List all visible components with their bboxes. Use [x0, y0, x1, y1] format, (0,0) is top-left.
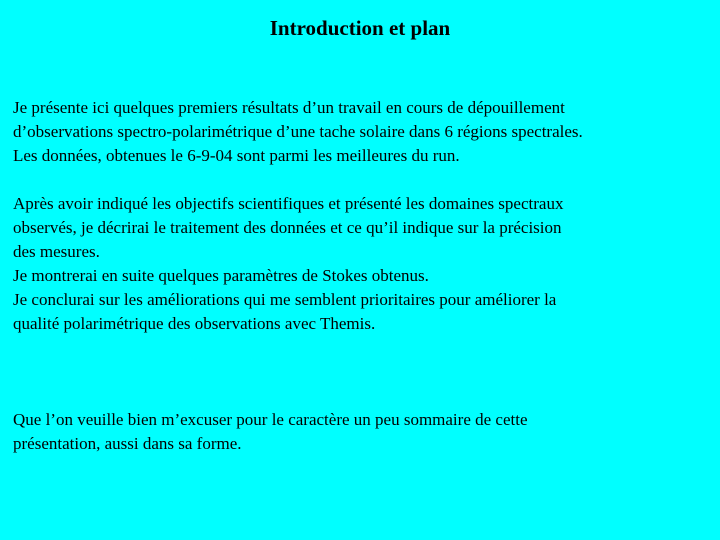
paragraph-line: Que l’on veuille bien m’excuser pour le caractère un peu sommaire de cette — [13, 410, 528, 429]
paragraph-line: Je montrerai en suite quelques paramètres de Stokes obtenus. — [13, 266, 429, 285]
paragraph-line: qualité polarimétrique des observations avec Themis. — [13, 314, 376, 333]
paragraph-line: des mesures. — [13, 242, 100, 261]
paragraph-plan — [13, 192, 713, 336]
paragraph-line: Après avoir indiqué les objectifs scientifiques et présenté les domaines spectraux — [13, 194, 564, 213]
slide-title: Introduction et plan — [269, 16, 451, 40]
paragraph-line: Je conclurai sur les améliorations qui me semblent prioritaires pour améliorer la — [13, 290, 557, 309]
paragraph-line: Les données, obtenues le 6-9-04 sont parmi les meilleures du run. — [13, 146, 460, 165]
paragraph-line: Je présente ici quelques premiers résultats d’un travail en cours de dépouillement — [13, 98, 565, 117]
paragraph-line: présentation, aussi dans sa forme. — [13, 434, 242, 453]
paragraph-line: observés, je décrirai le traitement des données et ce qu’il indique sur la précision — [13, 218, 562, 237]
paragraph-line: d’observations spectro-polarimétrique d’une tache solaire dans 6 régions spectrales. — [13, 122, 583, 141]
paragraph-apology — [13, 408, 713, 456]
paragraph-intro — [13, 96, 713, 168]
